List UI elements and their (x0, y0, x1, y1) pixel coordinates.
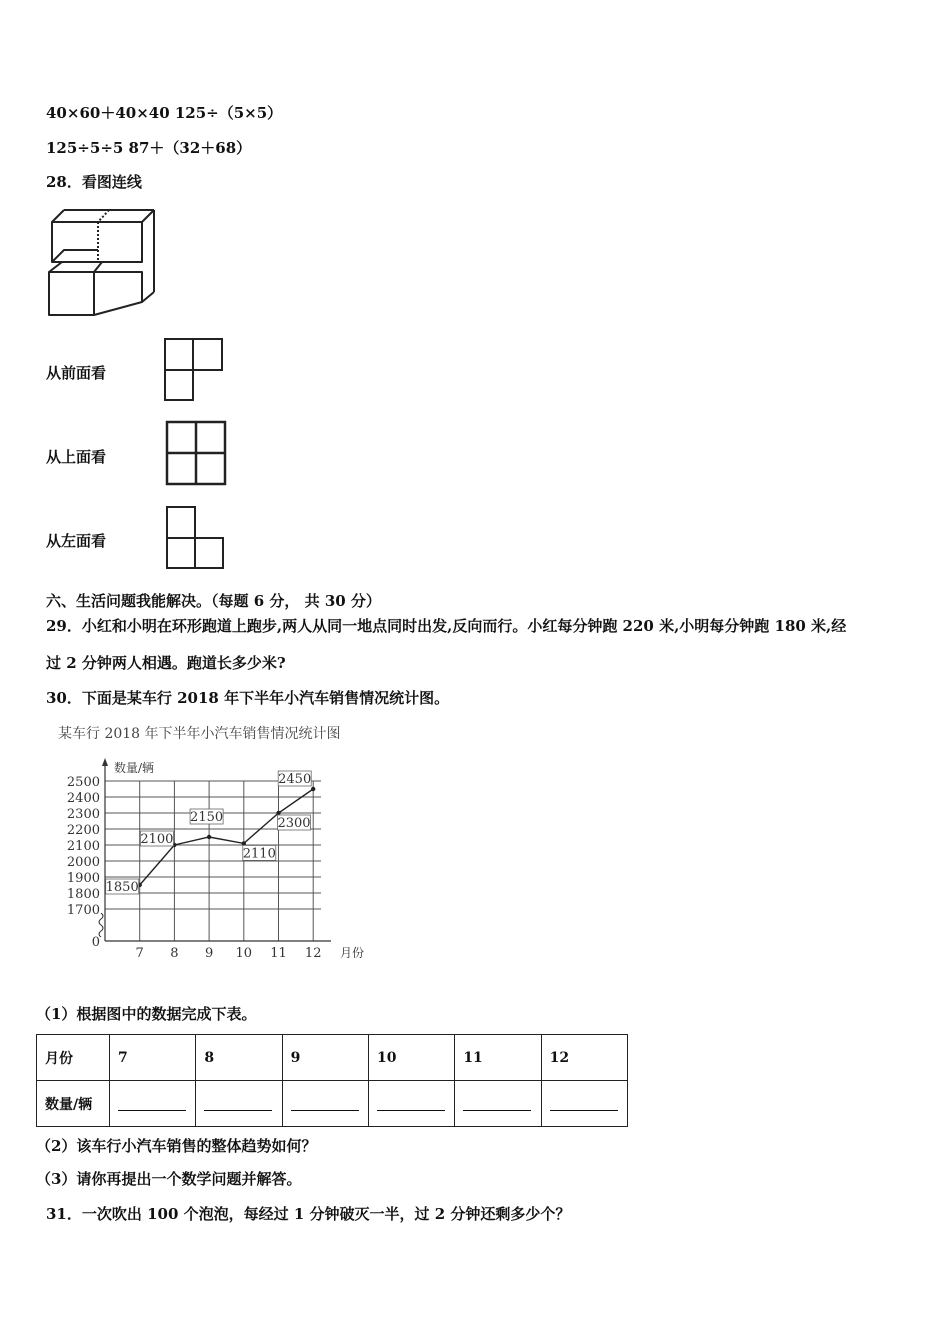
x-tick-label: 9 (204, 946, 214, 961)
y-tick-label: 2500 (66, 775, 100, 790)
y-tick-label: 2200 (66, 823, 100, 838)
left-view-drawing (165, 505, 227, 571)
q30-title: 30．下面是某车行 2018 年下半年小汽车销售情况统计图。 (46, 689, 450, 707)
answer-blank-line[interactable] (550, 1092, 618, 1111)
answer-blank-line[interactable] (463, 1092, 531, 1111)
y-tick-label: 1800 (66, 887, 100, 902)
data-label: 2110 (242, 846, 276, 862)
y-tick-label: 2000 (66, 855, 100, 870)
data-label: 2300 (277, 816, 311, 831)
chart-grid (105, 781, 321, 941)
x-tick-label: 7 (135, 946, 144, 961)
table-month-cell: 7 (110, 1035, 196, 1081)
table-month-cell: 9 (282, 1035, 368, 1081)
table-header-quantity: 数量/辆 (37, 1081, 110, 1127)
front-view-drawing (163, 337, 225, 403)
answer-blank-line[interactable] (291, 1092, 359, 1111)
view-label-front: 从前面看 (46, 364, 107, 382)
data-label: 2150 (190, 810, 224, 825)
top-view-drawing (165, 420, 227, 486)
q28-title: 28．看图连线 (46, 173, 142, 191)
answer-blank-line[interactable] (118, 1092, 186, 1111)
answer-blank-line[interactable] (377, 1092, 445, 1111)
y-axis-arrow (102, 758, 108, 766)
q30-sub1: （1）根据图中的数据完成下表。 (36, 1005, 257, 1023)
cube-figure (44, 202, 159, 320)
sales-line-chart (40, 718, 390, 968)
section6-title: 六、生活问题我能解决。（每题 6 分， 共 30 分） (46, 592, 381, 610)
answer-blank-cell[interactable] (282, 1081, 368, 1127)
table-header-month: 月份 (37, 1035, 110, 1081)
x-tick-label: 10 (235, 946, 253, 961)
x-tick-label: 11 (270, 946, 287, 961)
table-month-cell: 10 (368, 1035, 454, 1081)
x-tick-label: 12 (304, 946, 322, 961)
data-point (242, 841, 246, 845)
table-row-quantity (37, 1081, 628, 1127)
chart-point-labels (106, 771, 312, 895)
view-label-left: 从左面看 (46, 532, 107, 550)
answer-blank-cell[interactable] (110, 1081, 196, 1127)
answer-blank-cell[interactable] (196, 1081, 282, 1127)
data-point (207, 835, 211, 839)
q31-text: 31．一次吹出 100 个泡泡，每经过 1 分钟破灭一半，过 2 分钟还剩多少个？ (46, 1205, 571, 1223)
chart-y-ticks (67, 775, 100, 950)
y-tick-label: 1900 (66, 871, 100, 886)
view-label-top: 从上面看 (46, 448, 107, 466)
data-label: 2100 (140, 832, 174, 847)
data-label: 2450 (278, 772, 312, 787)
data-point (311, 787, 315, 791)
table-month-cell: 12 (541, 1035, 627, 1081)
answer-blank-cell[interactable] (368, 1081, 454, 1127)
y-tick-label: 2100 (66, 839, 100, 854)
y-zero-label: 0 (91, 935, 100, 950)
q29-line1: 29．小红和小明在环形跑道上跑步,两人从同一地点同时出发,反向而行。小红每分钟跑 220 米,小明每分钟跑 180 米,经 (46, 617, 847, 635)
q30-sub3: （3）请你再提出一个数学问题并解答。 (36, 1170, 302, 1188)
chart-x-ticks (136, 946, 322, 961)
chart-title: 某车行 2018 年下半年小汽车销售情况统计图 (58, 726, 341, 742)
x-tick-label: 8 (170, 946, 179, 961)
chart-ylabel: 数量/辆 (114, 761, 155, 775)
y-tick-label: 1700 (66, 903, 100, 918)
y-tick-label: 2400 (66, 791, 100, 806)
expression-line-1: 40×60＋40×40 125÷（5×5） (46, 104, 283, 122)
q30-sub2: （2）该车行小汽车销售的整体趋势如何？ (36, 1137, 317, 1155)
data-label: 1850 (105, 880, 139, 895)
table-row-month (37, 1035, 628, 1081)
table-month-cell: 11 (455, 1035, 541, 1081)
answer-blank-cell[interactable] (541, 1081, 627, 1127)
data-point (276, 811, 280, 815)
q29-line2: 过 2 分钟两人相遇。跑道长多少米? (46, 654, 286, 672)
table-month-cell: 8 (196, 1035, 282, 1081)
chart-xlabel: 月份 (340, 946, 365, 960)
y-tick-label: 2300 (66, 807, 100, 822)
answer-blank-cell[interactable] (455, 1081, 541, 1127)
expression-line-2: 125÷5÷5 87＋（32＋68） (46, 139, 252, 157)
answer-blank-line[interactable] (204, 1092, 272, 1111)
sales-answer-table (36, 1034, 628, 1127)
